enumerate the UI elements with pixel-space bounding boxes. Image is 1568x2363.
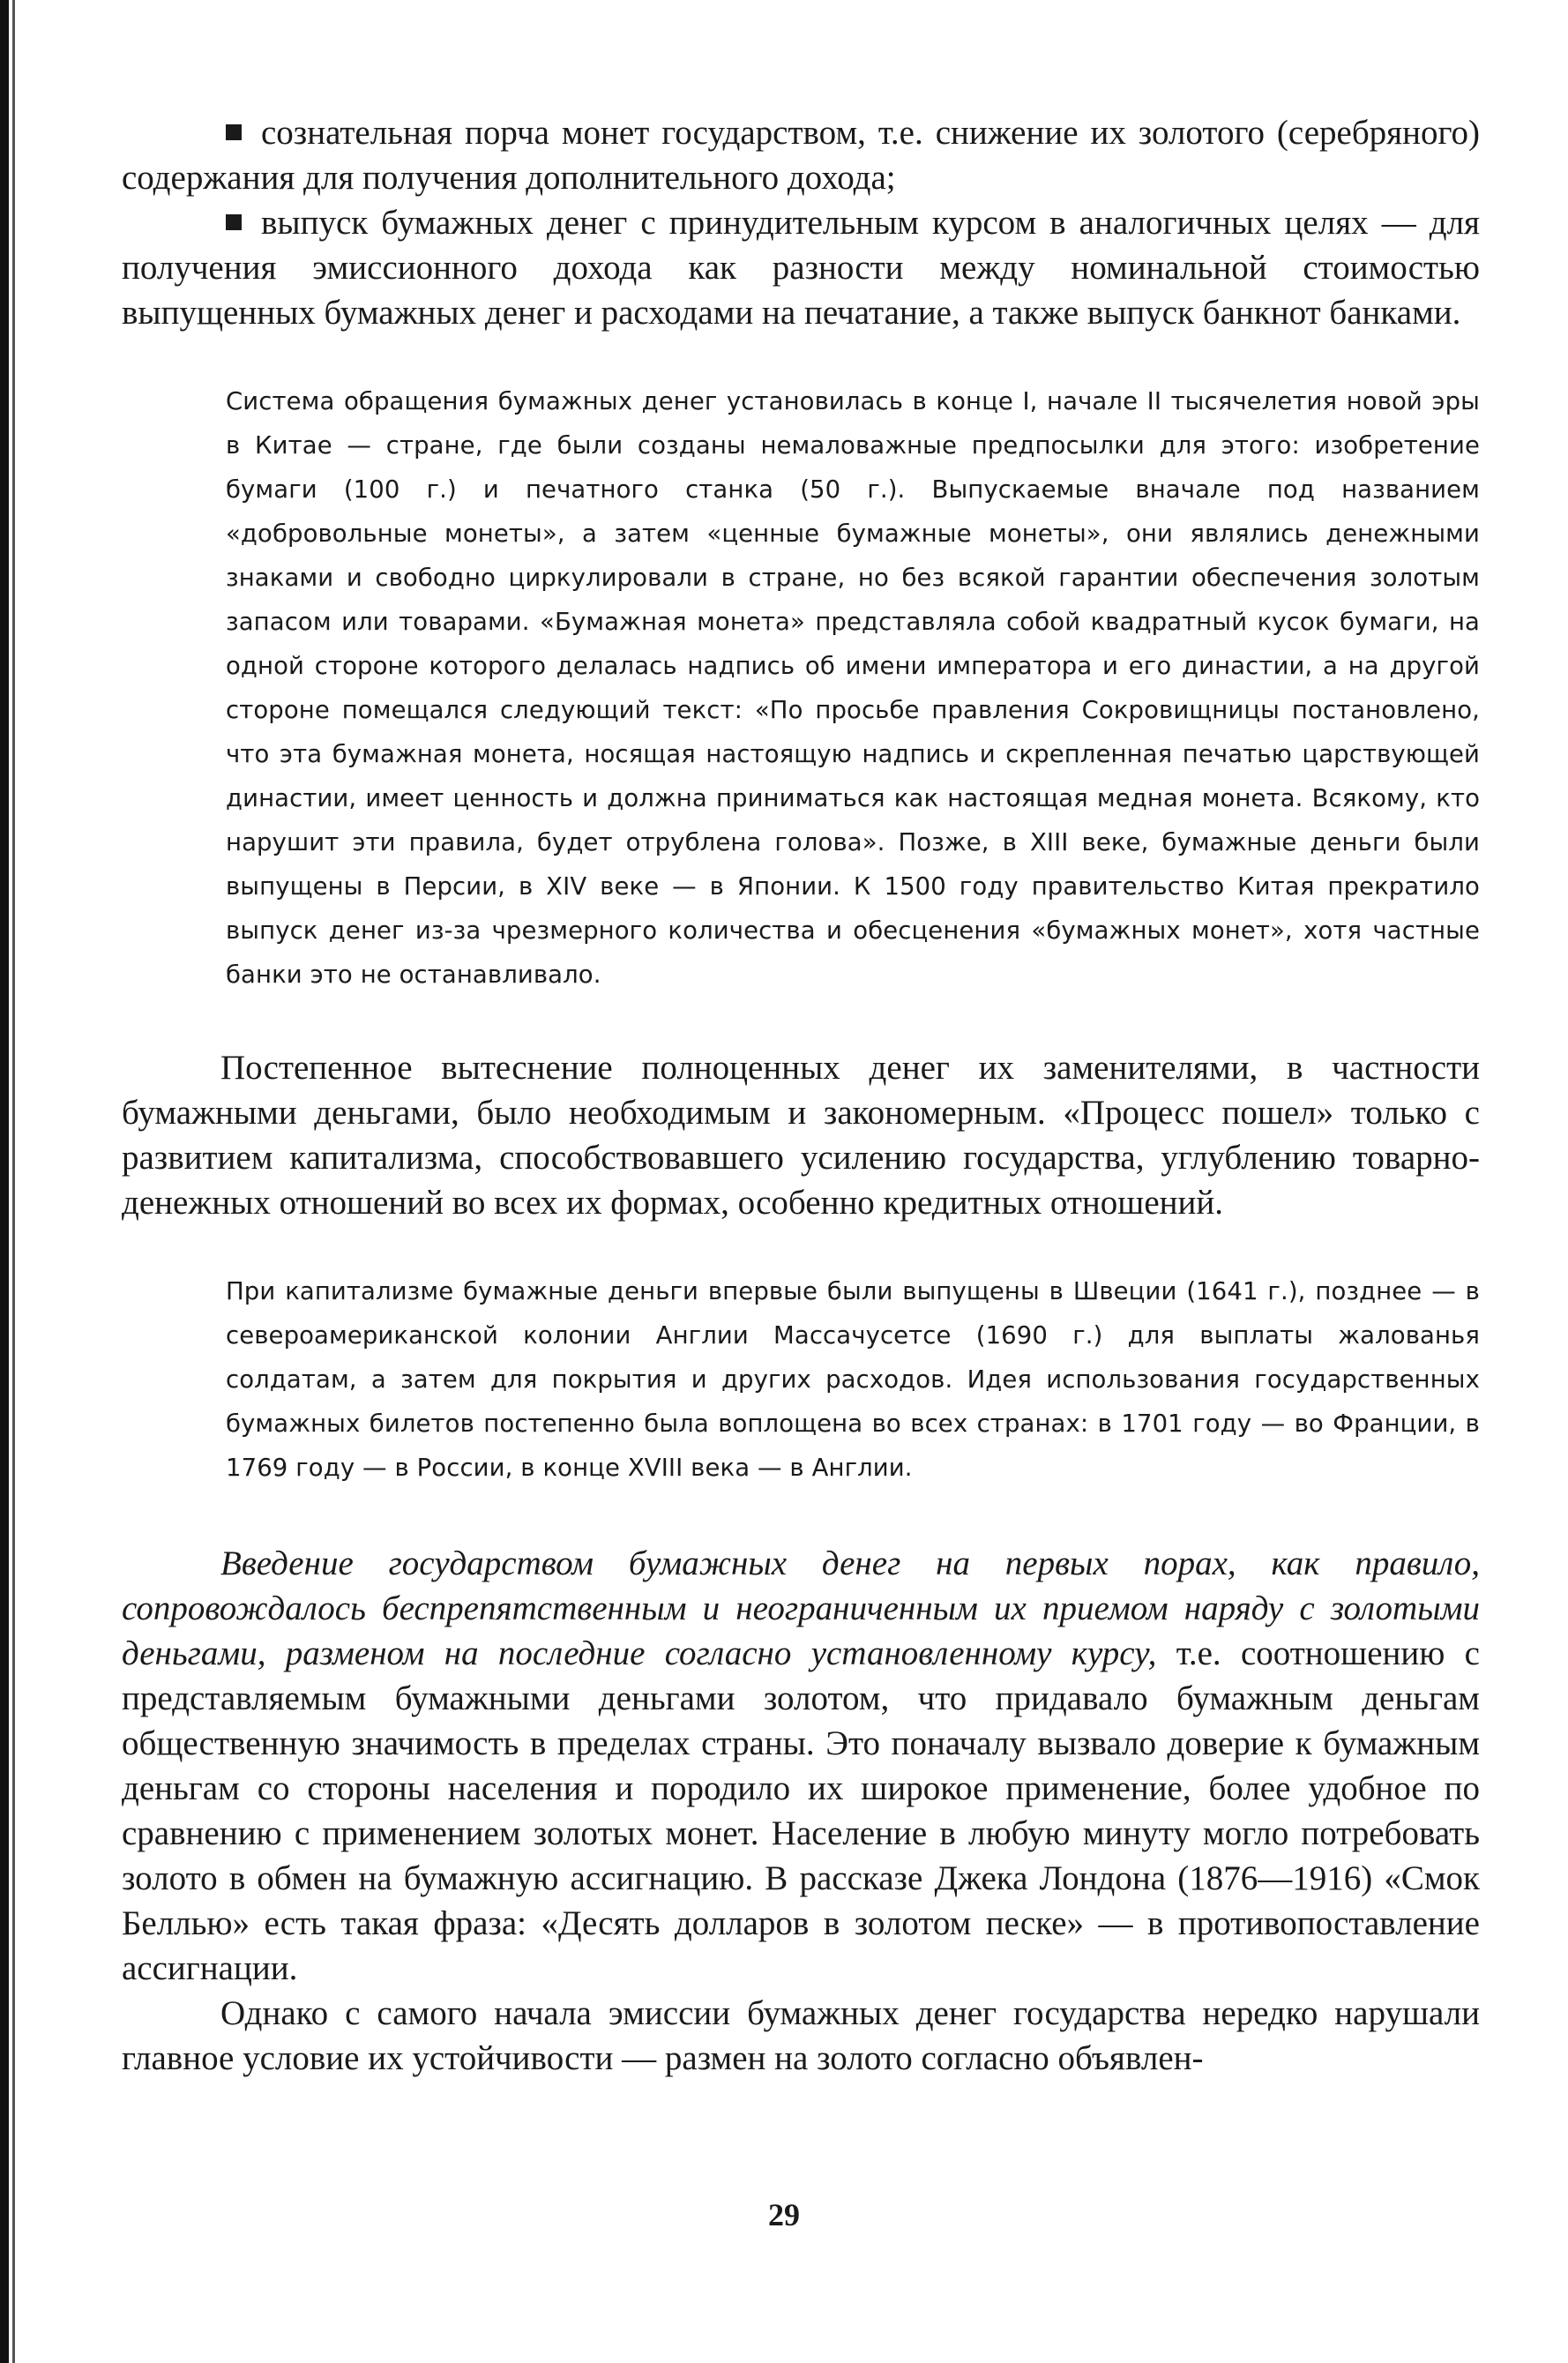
emphasized-text: Введение государством бумажных денег на первых порах, как правило, сопровождалось беспрепятственным и неограниченным их приемом наряду с золотыми деньгами, разменом на последние согласно установленному курсу, [122,1544,1480,1672]
historical-note-capitalism: При капитализме бумажные деньги впервые были выпущены в Швеции (1641 г.), позднее — в североамериканской колонии Англии Массачусетсе (1690 г.) для выплаты жалованья солдатам, а затем для покрытия и других расходов. Идея использования государственных бумажных билетов постепенно была воплощена во всех странах: в 1701 году — во Франции, в 1769 году — в России, в конце XVIII века — в Англии. [226,1277,1480,1482]
square-bullet-icon [226,214,242,230]
body-paragraph [122,1541,1480,1991]
scan-edge-line [12,0,15,2363]
scan-edge [0,0,9,2363]
bullet-text: выпуск бумажных денег с принудительным курсом в аналогичных целях — для получения эмиссионного дохода как разности между номинальной стоимостью выпущенных бумажных денег и расходами на печатание, а также выпуск банкнот банками. [122,204,1480,332]
body-paragraph: Постепенное вытеснение полноценных денег их заменителями, в частности бумажными деньгами, было необходимым и закономерным. «Процесс пошел» только с развитием капитализма, способствовавшего усилению государства, углублению товарно-денежных отношений во всех их формах, особенно кредитных отношений. [122,1049,1480,1222]
bullet-item [122,110,1480,200]
body-text: т.е. соотношению с представляемым бумажными деньгами золотом, что придавало бумажным деньгам общественную значимость в пределах страны. Это поначалу вызвало доверие к бумажным деньгам со стороны населения и породило их широкое применение, более удобное по сравнению с применением золотых монет. Население в любую минуту могло потребовать золото в обмен на бумажную ассигнацию. В рассказе Джека Лондона (1876—1916) «Смок Беллью» есть такая фраза: «Десять долларов в золотом песке» — в противопоставление ассигнации. [122,1634,1480,1987]
historical-note-china: Система обращения бумажных денег установилась в конце I, начале II тысячелетия новой эры в Китае — стране, где были созданы немаловажные предпосылки для этого: изобретение бумаги (100 г.) и печатного станка (50 г.). Выпускаемые вначале под названием «добровольные монеты», а затем «ценные бумажные монеты», они являлись денежными знаками и свободно циркулировали в стране, но без всякой гарантии обеспечения золотым запасом или товарами. «Бумажная монета» представляла собой квадратный кусок бумаги, на одной стороне которого делалась надпись об имени императора и его династии, а на другой стороне помещался следующий текст: «По просьбе правления Сокровищницы постановлено, что эта бумажная монета, носящая настоящую надпись и скрепленная печатью царствующей династии, имеет ценность и должна приниматься как настоящая медная монета. Всякому, кто нарушит эти правила, будет отрублена голова». Позже, в XIII веке, бумажные деньги были выпущены в Персии, в XIV веке — в Японии. К 1500 году правительство Китая прекратило выпуск денег из-за чрезмерного количества и обесценения «бумажных монет», хотя частные банки это не останавливало. [226,387,1480,989]
bullet-item [122,200,1480,335]
body-paragraph: Однако с самого начала эмиссии бумажных денег государства нередко нарушали главное условие их устойчивости — размен на золото согласно объявлен- [122,1994,1480,2077]
square-bullet-icon [226,124,242,140]
bullet-text: сознательная порча монет государством, т.е. снижение их золотого (серебряного) содержания для получения дополнительного дохода; [122,114,1480,197]
page-number: 29 [768,2197,800,2232]
page-content [122,110,1480,2081]
